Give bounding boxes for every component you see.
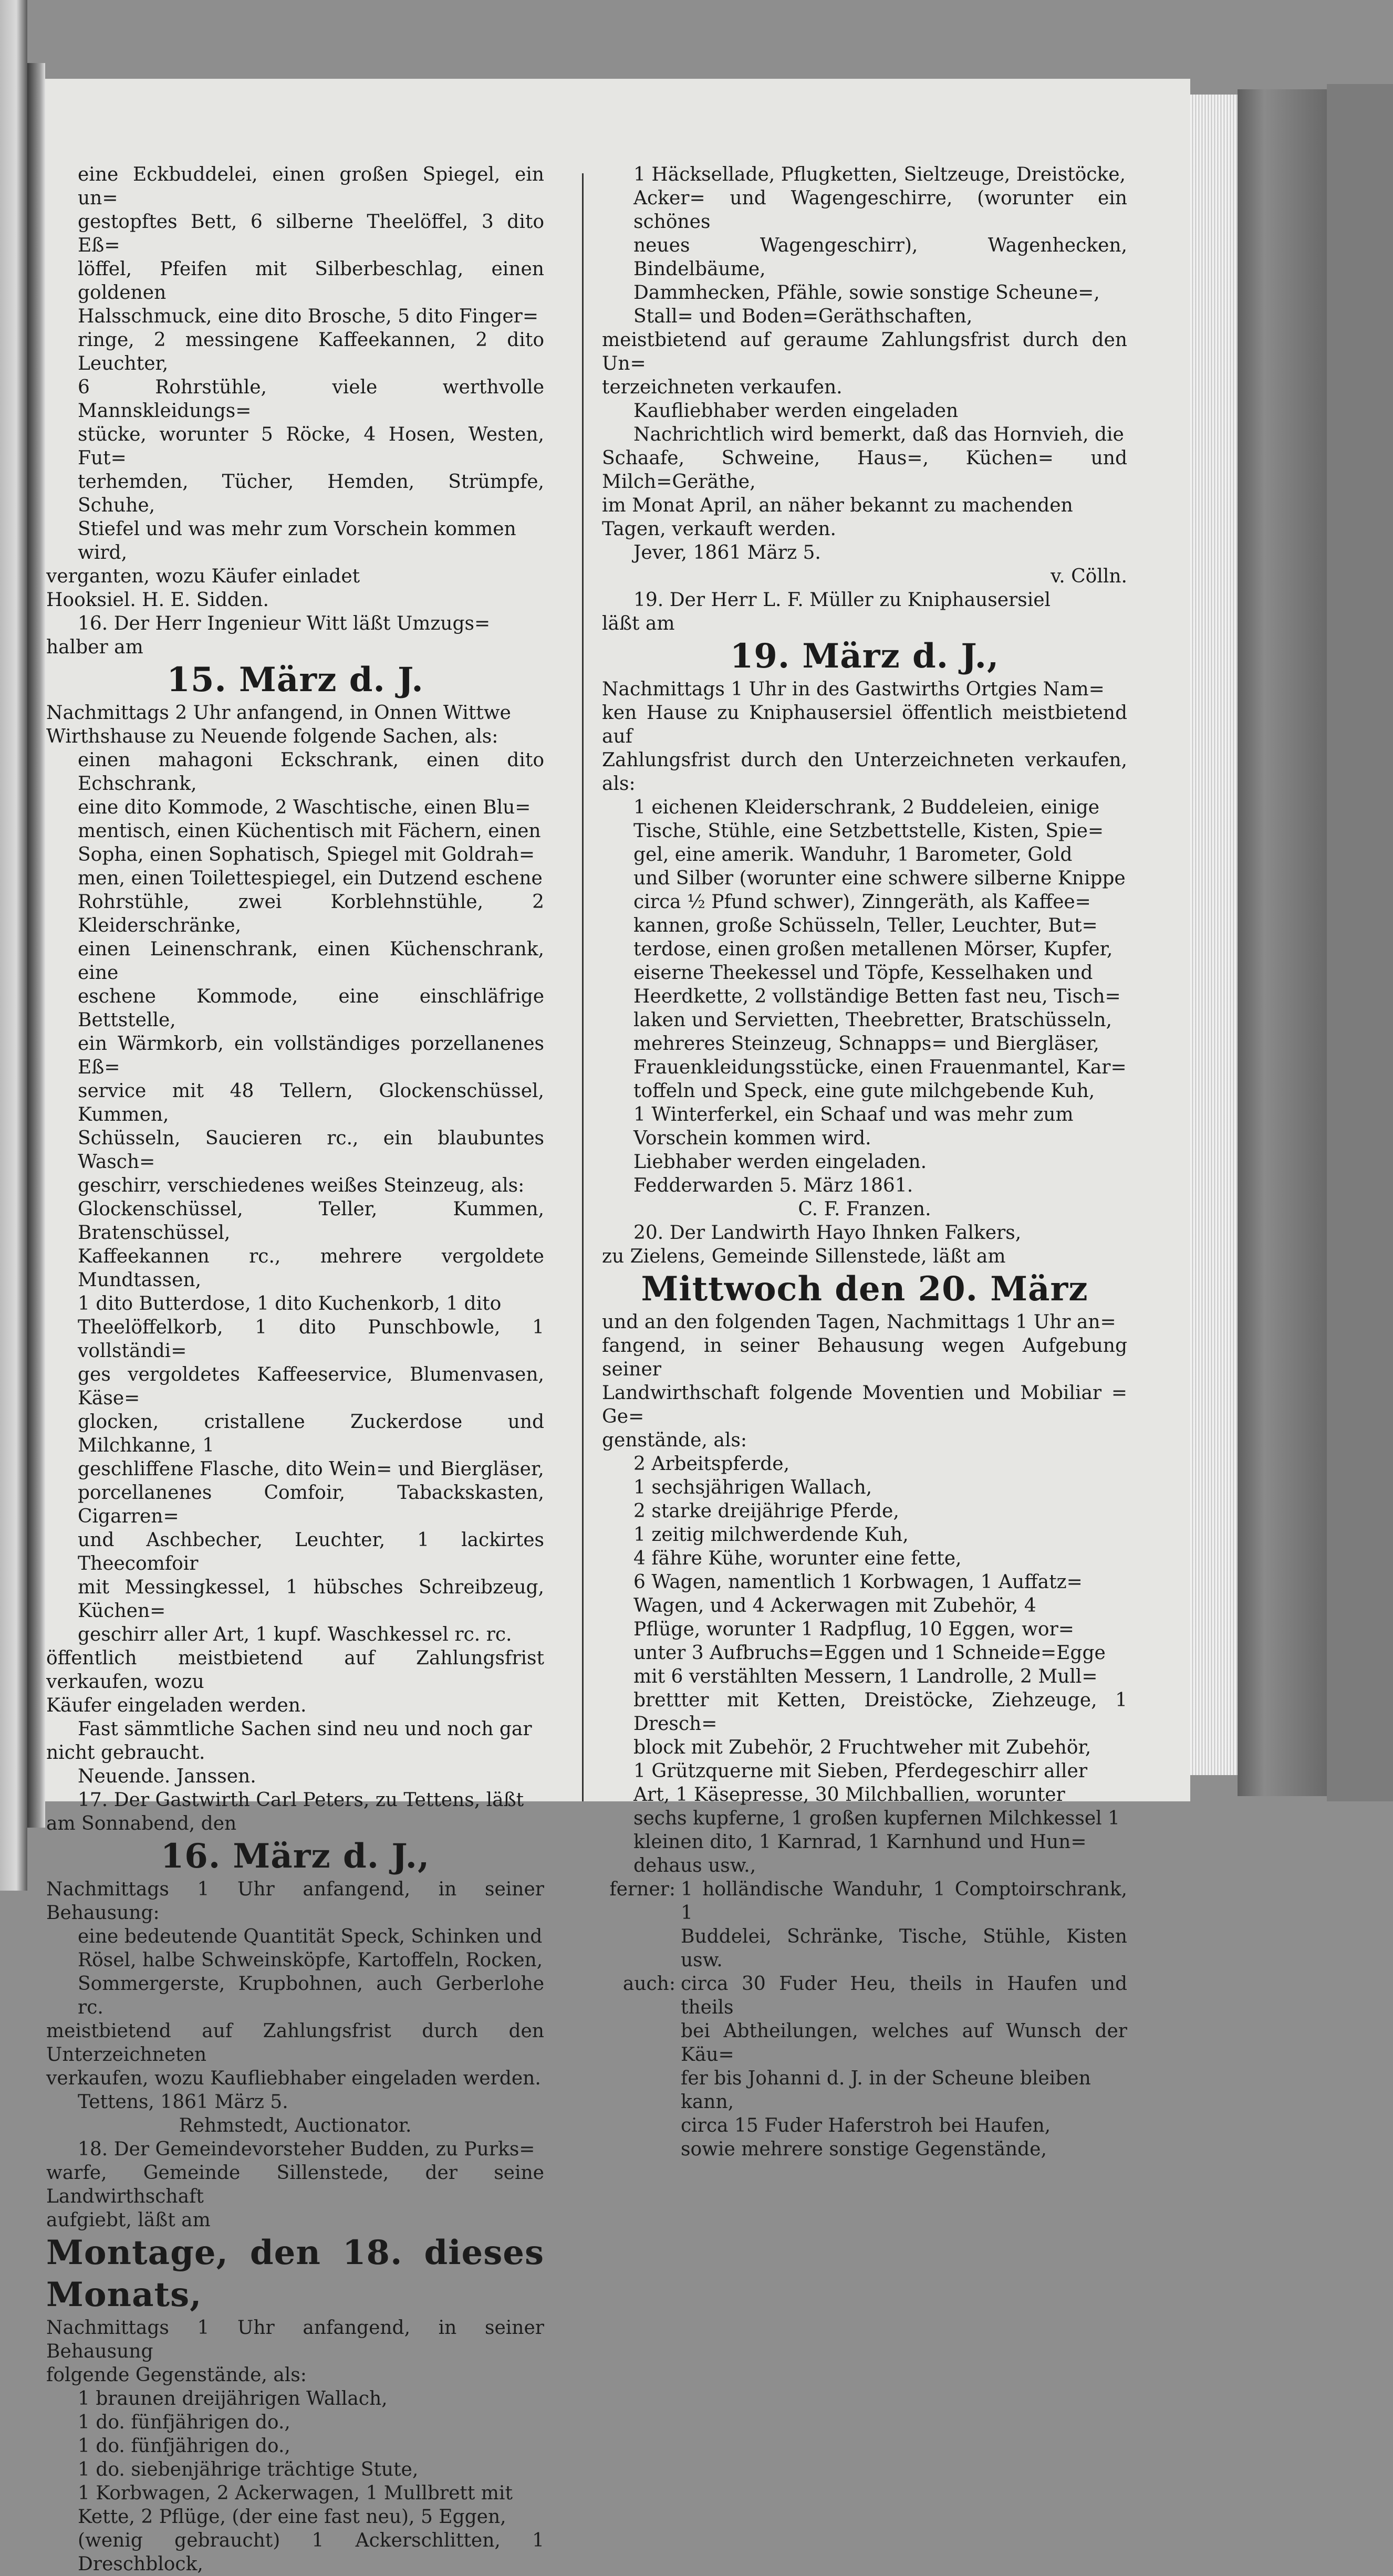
line-text: sowie mehrere sonstige Gegenstände, <box>681 2139 1047 2160</box>
text-line: 6 Rohrstühle, viele werthvolle Mannskleidungs= <box>78 377 544 422</box>
text-line: 1 Korbwagen, 2 Ackerwagen, 1 Mullbrett mit <box>78 2483 513 2504</box>
text-line: terhemden, Tücher, Hemden, Strümpfe, Schuhe, <box>78 471 544 516</box>
text-line: löffel, Pfeifen mit Silberbeschlag, einen goldenen <box>78 258 544 304</box>
line-text: fer bis Johanni d. J. in der Scheune bleiben <box>681 2068 1091 2089</box>
text-line: im Monat April, an näher bekannt zu machenden <box>602 495 1073 516</box>
text-line: Halsschmuck, eine dito Brosche, 5 dito Finger= <box>78 306 538 327</box>
text-line: 1 dito Butterdose, 1 dito Kuchenkorb, 1 dito <box>78 1293 502 1315</box>
text-line: und an den folgenden Tagen, Nachmittags 1 Uhr an= <box>602 1311 1116 1333</box>
line-text: circa 15 Fuder Haferstroh bei Haufen, <box>681 2115 1051 2136</box>
text-line: Neuende. Janssen. <box>78 1766 256 1787</box>
labeled-line <box>602 2090 1127 2114</box>
text-line: ken Hause zu Kniphausersiel öffentlich meistbietend auf <box>602 702 1127 747</box>
text-line: service mit 48 Tellern, Glockenschüssel, Kummen, <box>78 1080 544 1125</box>
auction-date-heading: Mittwoch den 20. März <box>641 1269 1088 1309</box>
line-text: kann, <box>681 2091 734 2113</box>
text-line: meistbietend auf geraume Zahlungsfrist durch den Un= <box>602 329 1127 374</box>
text-line: warfe, Gemeinde Sillenstede, der seine Landwirthschaft <box>46 2162 544 2207</box>
text-line: Jever, 1861 März 5. <box>633 542 821 564</box>
text-line: Glockenschüssel, Teller, Kummen, Bratenschüssel, <box>78 1198 544 1244</box>
text-line: C. F. Franzen. <box>798 1198 931 1220</box>
line-text: bei Abtheilungen, welches auf Wunsch der Käu= <box>681 2020 1127 2066</box>
text-line: Käufer eingeladen werden. <box>46 1695 307 1716</box>
text-line: 4 fähre Kühe, worunter eine fette, <box>633 1548 962 1569</box>
text-line: Fedderwarden 5. März 1861. <box>633 1175 913 1196</box>
text-line: unter 3 Aufbruchs=Eggen und 1 Schneide=Egge <box>633 1642 1106 1664</box>
text-line: 20. Der Landwirth Hayo Ihnken Falkers, <box>633 1222 1022 1244</box>
text-line: Kaufliebhaber werden eingeladen <box>633 400 959 422</box>
line-label <box>602 1925 681 1972</box>
line-label: auch: <box>622 1973 675 1995</box>
auction-date-heading: 19. März d. J., <box>730 637 1000 676</box>
text-line: stücke, worunter 5 Röcke, 4 Hosen, Westen, Fut= <box>78 424 544 469</box>
text-line: nicht gebraucht. <box>46 1742 205 1764</box>
text-line: Schaafe, Schweine, Haus=, Küchen= und Milch=Geräthe, <box>602 447 1127 493</box>
text-line: Schüsseln, Saucieren rc., ein blaubuntes Wasch= <box>78 1128 544 1173</box>
labeled-line <box>602 2137 1127 2161</box>
text-line: Kaffeekannen rc., mehrere vergoldete Mundtassen, <box>78 1246 544 1291</box>
text-line: Wagen, und 4 Ackerwagen mit Zubehör, 4 <box>633 1595 1036 1616</box>
text-line: 1 Winterferkel, ein Schaaf und was mehr zum <box>633 1104 1074 1125</box>
text-line: fangend, in seiner Behausung wegen Aufgebung seiner <box>602 1335 1127 1380</box>
text-line: 18. Der Gemeindevorsteher Budden, zu Purks= <box>78 2139 535 2160</box>
text-line: terdose, einen großen metallenen Mörser, Kupfer, <box>633 938 1113 960</box>
text-line: meistbietend auf Zahlungsfrist durch den Unterzeichneten <box>46 2020 544 2066</box>
line-label <box>602 2019 681 2067</box>
text-line: folgende Gegenstände, als: <box>46 2364 307 2386</box>
text-line: kannen, große Schüsseln, Teller, Leuchter, But= <box>633 915 1098 936</box>
line-label <box>602 2114 681 2137</box>
text-line: gel, eine amerik. Wanduhr, 1 Barometer, Gold <box>633 844 1073 865</box>
text-line: mit 6 verstählten Messern, 1 Landrolle, 2 Mull= <box>633 1666 1098 1687</box>
text-line: mehreres Steinzeug, Schnapps= und Biergläser, <box>633 1033 1099 1055</box>
text-line: v. Cölln. <box>1051 566 1127 587</box>
text-line: eine Eckbuddelei, einen großen Spiegel, ein un= <box>78 164 544 209</box>
text-line: Vorschein kommen wird. <box>633 1128 871 1149</box>
line-label <box>602 2067 681 2090</box>
text-line: 1 Grützquerne mit Sieben, Pferdegeschirr aller <box>633 1760 1088 1782</box>
text-line: mentisch, einen Küchentisch mit Fächern, einen <box>78 820 541 842</box>
text-line: terzeichneten verkaufen. <box>602 377 843 398</box>
text-line: geschirr, verschiedenes weißes Steinzeug, als: <box>78 1175 525 1196</box>
text-line: geschliffene Flasche, dito Wein= und Biergläser, <box>78 1458 544 1480</box>
text-line: wird, <box>78 542 128 564</box>
book-gutter <box>27 63 45 1828</box>
text-line: Art, 1 Käsepresse, 30 Milchballien, worunter <box>633 1784 1065 1806</box>
line-text: Buddelei, Schränke, Tische, Stühle, Kisten usw. <box>681 1926 1127 1971</box>
text-line: Rohrstühle, zwei Korblehnstühle, 2 Kleiderschränke, <box>78 891 544 936</box>
text-line: Sommergerste, Krupbohnen, auch Gerberlohe rc. <box>78 1973 544 2018</box>
text-line: Sopha, einen Sophatisch, Spiegel mit Goldrah= <box>78 844 535 865</box>
text-line: Heerdkette, 2 vollständige Betten fast neu, Tisch= <box>633 986 1121 1007</box>
text-line: block mit Zubehör, 2 Fruchtweher mit Zubehör, <box>633 1737 1091 1758</box>
text-line: Nachmittags 1 Uhr anfangend, in seiner Behausung: <box>46 1879 544 1924</box>
text-line: halber am <box>46 637 143 658</box>
text-line: 17. Der Gastwirth Carl Peters, zu Tettens, läßt <box>78 1789 524 1811</box>
text-line: und Silber (worunter eine schwere silberne Knippe <box>633 868 1126 889</box>
text-line: 2 Arbeitspferde, <box>633 1453 790 1475</box>
text-line: Acker= und Wagengeschirre, (worunter ein schönes <box>633 187 1127 233</box>
text-line: Wirthshause zu Neuende folgende Sachen, als: <box>46 726 498 747</box>
text-line: Liebhaber werden eingeladen. <box>633 1151 927 1173</box>
text-line: Landwirthschaft folgende Moventien und Mobiliar = Ge= <box>602 1382 1127 1427</box>
text-line: eiserne Theekessel und Töpfe, Kesselhaken und <box>633 962 1093 984</box>
line-label <box>602 2090 681 2114</box>
labeled-line <box>602 2067 1127 2090</box>
text-line: ein Wärmkorb, ein vollständiges porzellanenes Eß= <box>78 1033 544 1078</box>
text-line: men, einen Toilettespiegel, ein Dutzend eschene <box>78 868 543 889</box>
labeled-line <box>602 1878 1127 1925</box>
text-line: eine bedeutende Quantität Speck, Schinken und <box>78 1926 543 1947</box>
text-line: Tagen, verkauft werden. <box>602 518 836 540</box>
text-line: kleinen dito, 1 Karnrad, 1 Karnhund und Hun= <box>633 1831 1087 1853</box>
text-line: ges vergoldetes Kaffeeservice, Blumenvasen, Käse= <box>78 1364 544 1409</box>
text-line: verkaufen, wozu Kaufliebhaber eingeladen werden. <box>46 2068 541 2089</box>
text-line: 1 Häcksellade, Pflugketten, Sieltzeuge, Dreistöcke, <box>633 164 1126 185</box>
line-text: 1 holländische Wanduhr, 1 Comptoirschrank, 1 <box>681 1879 1127 1924</box>
text-line: zu Zielens, Gemeinde Sillenstede, läßt am <box>602 1246 1006 1267</box>
auction-date-heading: 15. März d. J. <box>167 660 424 700</box>
text-line: am Sonnabend, den <box>46 1813 237 1834</box>
text-line: Nachmittags 2 Uhr anfangend, in Onnen Wittwe <box>46 702 511 724</box>
line-label <box>602 2137 681 2161</box>
text-line: circa ½ Pfund schwer), Zinngeräth, als Kaffee= <box>633 891 1091 913</box>
text-line: eschene Kommode, eine einschläfrige Bettstelle, <box>78 986 544 1031</box>
text-line: porcellanenes Comfoir, Tabackskasten, Cigarren= <box>78 1482 544 1527</box>
text-line: ringe, 2 messingene Kaffeekannen, 2 dito Leuchter, <box>78 329 544 374</box>
left-column <box>46 163 544 2576</box>
text-line: Fast sämmtliche Sachen sind neu und noch gar <box>78 1718 532 1740</box>
text-line: eine dito Kommode, 2 Waschtische, einen Blu= <box>78 797 531 818</box>
text-line: Nachmittags 1 Uhr anfangend, in seiner Behausung <box>46 2317 544 2362</box>
text-line: (wenig gebraucht) 1 Ackerschlitten, 1 Dreschblock, <box>78 2530 544 2575</box>
labeled-line <box>602 2019 1127 2067</box>
text-line: 1 zeitig milchwerdende Kuh, <box>633 1524 909 1546</box>
text-line: aufgiebt, läßt am <box>46 2209 211 2231</box>
text-line: mit Messingkessel, 1 hübsches Schreibzeug, Küchen= <box>78 1577 544 1622</box>
text-line: 1 eichenen Kleiderschrank, 2 Buddeleien, einige <box>633 797 1100 818</box>
auction-date-heading: Montage, den 18. dieses Monats, <box>46 2233 544 2314</box>
labeled-line <box>602 1972 1127 2019</box>
text-line: geschirr aller Art, 1 kupf. Waschkessel rc. rc. <box>78 1624 512 1645</box>
text-line: Kette, 2 Pflüge, (der eine fast neu), 5 Eggen, <box>78 2506 506 2528</box>
text-line: öffentlich meistbietend auf Zahlungsfrist verkaufen, wozu <box>46 1647 544 1693</box>
text-line: Tische, Stühle, eine Setzbettstelle, Kisten, Spie= <box>633 820 1104 842</box>
book-spine-background <box>1327 84 1393 1801</box>
text-line: genstände, als: <box>602 1430 747 1451</box>
text-line: einen Leinenschrank, einen Küchenschrank, eine <box>78 938 544 984</box>
text-line: toffeln und Speck, eine gute milchgebende Kuh, <box>633 1080 1095 1102</box>
line-text: circa 30 Fuder Heu, theils in Haufen und theils <box>681 1973 1127 2018</box>
labeled-line <box>602 1925 1127 1972</box>
book-cover-edge <box>1238 89 1327 1796</box>
text-line: läßt am <box>602 613 675 634</box>
text-line: dehaus usw., <box>633 1855 756 1876</box>
column-divider <box>582 173 584 1801</box>
text-line: 1 braunen dreijährigen Wallach, <box>78 2388 388 2410</box>
line-label: ferner: <box>609 1879 675 1900</box>
text-line: 16. Der Herr Ingenieur Witt läßt Umzugs= <box>78 613 491 634</box>
page-stack-edge <box>1190 95 1238 1775</box>
text-line: Tettens, 1861 März 5. <box>78 2091 288 2113</box>
text-line: Rösel, halbe Schweinsköpfe, Kartoffeln, Rocken, <box>78 1949 543 1971</box>
text-line: 19. Der Herr L. F. Müller zu Kniphausersiel <box>633 589 1051 611</box>
text-line: glocken, cristallene Zuckerdose und Milchkanne, 1 <box>78 1411 544 1456</box>
adjacent-page-edge <box>0 0 27 1891</box>
text-line: brettter mit Ketten, Dreistöcke, Ziehzeuge, 1 Dresch= <box>633 1689 1127 1735</box>
auction-date-heading: 16. März d. J., <box>160 1837 430 1876</box>
text-line: 1 do. siebenjährige trächtige Stute, <box>78 2459 419 2480</box>
text-line: Nachmittags 1 Uhr in des Gastwirths Ortgies Nam= <box>602 679 1105 700</box>
text-line: Rehmstedt, Auctionator. <box>179 2115 412 2136</box>
text-line: und Aschbecher, Leuchter, 1 lackirtes Theecomfoir <box>78 1529 544 1574</box>
text-line: Frauenkleidungsstücke, einen Frauenmantel, Kar= <box>633 1057 1127 1078</box>
text-line: Pflüge, worunter 1 Radpflug, 10 Eggen, wor= <box>633 1619 1074 1640</box>
text-line: 2 starke dreijährige Pferde, <box>633 1500 899 1522</box>
text-line: 1 sechsjährigen Wallach, <box>633 1477 872 1498</box>
text-line: 1 do. fünfjährigen do., <box>78 2435 290 2457</box>
text-line: 6 Wagen, namentlich 1 Korbwagen, 1 Auffatz= <box>633 1571 1083 1593</box>
text-line: gestopftes Bett, 6 silberne Theelöffel, 3 dito Eß= <box>78 211 544 256</box>
text-line: Stiefel und was mehr zum Vorschein kommen <box>78 518 516 540</box>
text-line: einen mahagoni Eckschrank, einen dito Echschrank, <box>78 749 544 795</box>
text-line: Theelöffelkorb, 1 dito Punschbowle, 1 vollständi= <box>78 1317 544 1362</box>
text-line: 1 do. fünfjährigen do., <box>78 2412 290 2433</box>
right-column <box>602 163 1127 2161</box>
text-line: verganten, wozu Käufer einladet <box>46 566 360 587</box>
text-line: Nachrichtlich wird bemerkt, daß das Hornvieh, die <box>633 424 1124 445</box>
text-line: Dammhecken, Pfähle, sowie sonstige Scheune=, <box>633 282 1100 304</box>
text-line: neues Wagengeschirr), Wagenhecken, Bindelbäume, <box>633 235 1127 280</box>
text-line: sechs kupferne, 1 großen kupfernen Milchkessel 1 <box>633 1808 1120 1829</box>
labeled-line <box>602 2114 1127 2137</box>
text-line: Zahlungsfrist durch den Unterzeichneten verkaufen, als: <box>602 749 1127 795</box>
text-line: laken und Servietten, Theebretter, Bratschüsseln, <box>633 1009 1112 1031</box>
text-line: Stall= und Boden=Geräthschaften, <box>633 306 973 327</box>
text-line: Hooksiel. H. E. Sidden. <box>46 589 269 611</box>
